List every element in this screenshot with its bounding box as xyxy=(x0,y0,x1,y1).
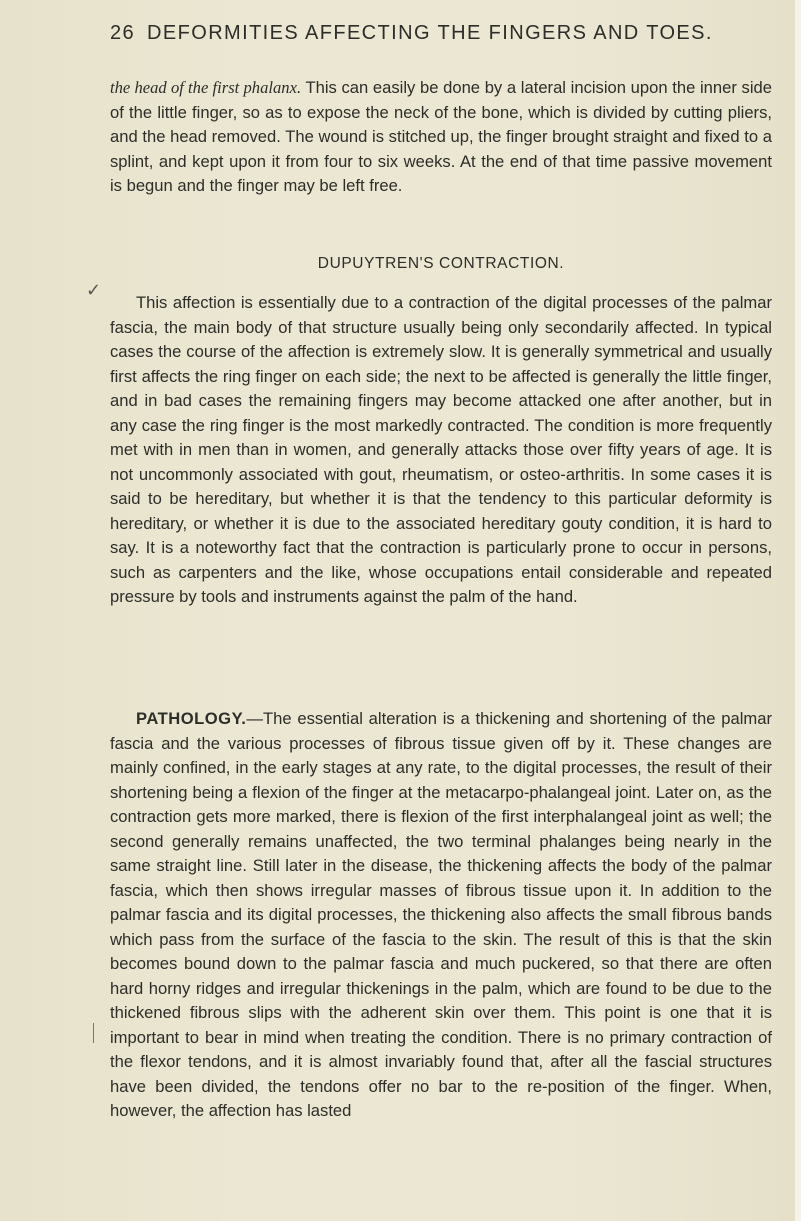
margin-pencil-mark xyxy=(93,1023,94,1043)
paragraph-pathology xyxy=(110,707,772,1124)
running-header xyxy=(110,22,770,45)
running-title: DEFORMITIES AFFECTING THE FINGERS AND TOES. xyxy=(147,22,713,44)
pathology-text: —The essential alteration is a thickening and shortening of the palmar fascia and the various processes of fibrous tissue given off by it. These changes are mainly confined, in the early stages at any rate, to the digital processes, the result of their shortening being a flexion of the finger at the metacarpo-phalangeal joint. Later on, as the contraction gets more marked, there is flexion of the first interphalangeal joint as well; the second generally remains unaffected, the two terminal phalanges being nearly in the same straight line. Still later in the disease, the thickening affects the body of the palmar fascia, which then shows irregular masses of fibrous tissue upon it. In addition to the palmar fascia and its digital processes, the thickening also affects the small fibrous bands which pass from the surface of the fascia to the skin. The result of this is that the skin becomes bound down to the palmar fascia and much puckered, so that there are often hard horny ridges and irregular thickenings in the palm, which are found to be due to the thickened fibrous slips with the adherent skin over them. This point is one that it is important to bear in mind when treating the condition. There is no primary contraction of the flexor tendons, and it is almost invariably found that, after all the fascial structures have been divided, the tendons offer no bar to the re-position of the finger. When, however, the affection has lasted xyxy=(110,709,772,1120)
margin-checkmark-icon: ✓ xyxy=(86,280,102,301)
section-heading: DUPUYTREN'S CONTRACTION. xyxy=(317,255,565,272)
page-number: 26 xyxy=(110,22,136,44)
paragraph-text: This can easily be done by a lateral incision upon the inner side of the little finger, so as to expose the neck of the bone, which is divided by cutting pliers, and the head removed. The wound is stitched up, the finger brought straight and fixed to a splint, and kept upon it from four to six weeks. At the end of that time passive movement is begun and the finger may be left free. xyxy=(110,78,772,195)
italic-lead: the head of the first phalanx. xyxy=(110,78,302,97)
page-edge xyxy=(795,0,801,1221)
paragraph-dupuytren: This affection is essentially due to a contraction of the digital processes of the palmar fascia, the main body of that structure usually being only secondarily affected. In typical cases the course of the affection is extremely slow. It is generally symmetrical and usually first affects the ring finger on each side; the next to be affected is generally the little finger, and in bad cases the remaining fingers may become attacked one after another, but in any case the ring finger is the most markedly contracted. The condition is more frequently met with in men than in women, and generally attacks those over fifty years of age. It is not uncommonly associated with gout, rheumatism, or osteo-arthritis. In some cases it is said to be hereditary, but whether it is that the tendency to this particular deformity is hereditary, or whether it is due to the associated hereditary gouty condition, it is hard to say. It is a noteworthy fact that the contraction is particularly prone to occur in persons, such as carpenters and the like, whose occupations entail considerable and repeated pressure by tools and instruments against the palm of the hand. xyxy=(110,293,772,606)
pathology-heading: PATHOLOGY. xyxy=(136,709,247,728)
paragraph-continuation xyxy=(110,76,772,199)
